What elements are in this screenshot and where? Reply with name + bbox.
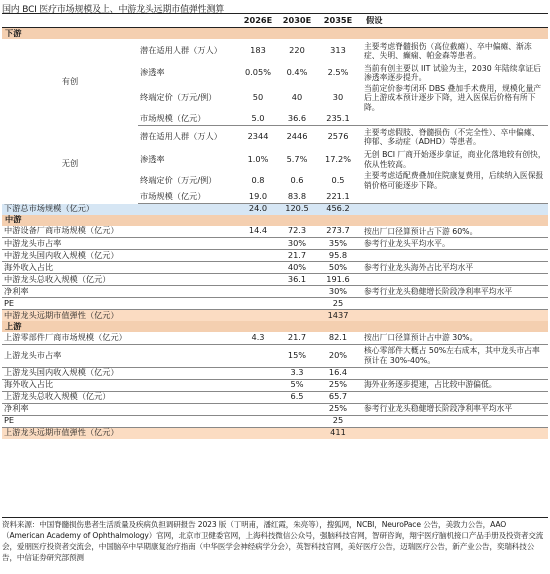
value-2026: [238, 238, 278, 250]
assumption-note: 主要考虑适配费叠加住院康复费用，后续纳入医保报销价格可能逐步下降。: [364, 171, 544, 190]
row-name: 市场规模（亿元）: [138, 113, 238, 125]
section-upstream: [2, 321, 548, 332]
row-name: 渗透率: [140, 153, 165, 164]
row-name: 上游龙头国内收入规模（亿元）: [2, 367, 238, 379]
value-2026: [238, 391, 278, 403]
table-row: [2, 391, 548, 403]
value-2026: 19.0: [238, 191, 278, 203]
total-name: 下游总市场规模（亿元）: [2, 203, 238, 215]
value-2026: [238, 298, 278, 310]
assumption-note: [360, 191, 548, 203]
value-2030: 21.7: [278, 332, 316, 344]
header-assumption: 假设: [360, 14, 548, 28]
row-name: PE: [2, 298, 238, 310]
value-2030: [278, 415, 316, 427]
table-row: [2, 286, 548, 298]
assumption-note: 海外业务逐步提速，占比较中游偏低。: [360, 379, 548, 391]
assumption-note: 参考行业龙头海外占比平均水平: [360, 262, 548, 274]
value-2035: 50%: [316, 262, 360, 274]
assumption-note: 核心零部件大概占 50%左右成本，其中龙头市占率预计在 30%-40%。: [360, 344, 548, 367]
value-2030: 15%: [278, 344, 316, 367]
value-2030: 83.8: [278, 191, 316, 203]
header-blank-1: [2, 14, 138, 28]
value-2026: 4.3: [238, 332, 278, 344]
table-row: [2, 238, 548, 250]
table-row: [2, 226, 548, 238]
value-2035: 25: [316, 415, 360, 427]
value-2035: 35%: [316, 238, 360, 250]
downstream-total-row: [2, 203, 548, 215]
assumption-note: 按出厂口径算预计占下游 60%。: [360, 226, 548, 238]
row-name: 终端定价（万元/例）: [140, 92, 217, 103]
value-2030: 21.7: [278, 250, 316, 262]
value-2030: 36.6: [278, 113, 316, 125]
table-row: [2, 39, 548, 63]
assumption-note: 主要考虑假肢、脊髓损伤（不完全性）、卒中偏瘫、抑郁、多动症（ADHD）等患者。: [364, 128, 540, 147]
table-row: [2, 274, 548, 286]
value-2035: 0.5: [331, 174, 345, 185]
value-2035: 82.1: [316, 332, 360, 344]
value-2026: 50: [252, 92, 264, 103]
value-2035: 30: [332, 92, 344, 103]
value-2026: 14.4: [238, 226, 278, 238]
value-2035: 95.8: [316, 250, 360, 262]
group-noninvasive: 无创: [61, 158, 79, 169]
total-2030: [278, 310, 316, 322]
row-name: 海外收入占比: [2, 262, 238, 274]
assumption-note: [360, 391, 548, 403]
table-row: [2, 298, 548, 310]
value-2030: 3.3: [278, 367, 316, 379]
header-2026: 2026E: [238, 14, 278, 28]
valuation-table: [2, 13, 548, 439]
table-row: [2, 332, 548, 344]
value-2035: 235.1: [316, 113, 360, 125]
source-note: 资料来源：中国脊髓损伤患者生活质量及疾病负担调研报告 2023 版（丁明甫，潘红霞，朱亮等），搜狐网，NCBI，NeuroPace 公告，美敦力公告，AAO（American Academy of Ophthalmology）官网，北京市卫健委官网，上海科技微信公众号，强脑科技官网，智研咨询，翔宇医疗脑机接口产品手册及投资者交流会，爱朋医疗投资者交流会，中国脑卒中早期康复治疗指南（中华医学会神经病学分会），英智科技官网，美好医疗公告，迈瑞医疗公告，新产业公告，奕瑞科技公告，中信证券研究部预测: [2, 517, 548, 563]
value-2030: 5.7%: [286, 153, 308, 164]
value-2030: [278, 286, 316, 298]
value-2035: 25%: [316, 403, 360, 415]
value-2035: 20%: [316, 344, 360, 367]
value-2030: 40%: [278, 262, 316, 274]
row-name: 中游龙头市占率: [2, 238, 238, 250]
value-2035: 191.6: [316, 274, 360, 286]
assumption-note: 无创 BCI 厂商开始逐步拿证，商业化落地较有创快，依从性较高。: [364, 150, 546, 169]
table-row: [2, 125, 548, 149]
value-2026: [238, 274, 278, 286]
value-2030: 220: [289, 45, 305, 56]
value-2035: 17.2%: [324, 153, 351, 164]
value-2030: 5%: [278, 379, 316, 391]
value-2026: 5.0: [238, 113, 278, 125]
header-blank-2: [138, 14, 238, 28]
table-row: [2, 262, 548, 274]
table-row: [2, 403, 548, 415]
row-name: 潜在适用人群（万人）: [140, 131, 222, 142]
value-2030: 0.6: [290, 174, 304, 185]
section-downstream: [2, 28, 548, 40]
value-2026: 1.0%: [247, 153, 269, 164]
value-2035: 25%: [316, 379, 360, 391]
section-downstream-label: 下游: [2, 28, 548, 40]
total-2026: [238, 427, 278, 439]
value-2035: 25: [316, 298, 360, 310]
assumption-note: [360, 415, 548, 427]
total-note: [360, 310, 548, 322]
value-2030: 6.5: [278, 391, 316, 403]
group-invasive: 有创: [61, 76, 79, 87]
assumption-note: [360, 298, 548, 310]
row-name: 上游零部件厂商市场规模（亿元）: [2, 332, 238, 344]
value-2026: 0.05%: [244, 67, 271, 78]
row-name: 净利率: [2, 403, 238, 415]
assumption-note: [360, 367, 548, 379]
row-name: 潜在适用人群（万人）: [140, 45, 222, 56]
assumption-note: [360, 250, 548, 262]
row-name: 中游设备厂商市场规模（亿元）: [2, 226, 238, 238]
total-2030: [278, 427, 316, 439]
value-2026: [238, 379, 278, 391]
total-note: [360, 203, 548, 215]
value-2026: [238, 262, 278, 274]
row-name: 上游龙头市占率: [2, 344, 238, 367]
value-2035: 313: [330, 45, 346, 56]
value-2026: 183: [250, 45, 266, 56]
value-2026: [238, 403, 278, 415]
header-row: [2, 14, 548, 28]
row-name: 渗透率: [140, 67, 165, 78]
value-2026: [238, 415, 278, 427]
value-2030: 40: [291, 92, 303, 103]
value-2030: 2446: [286, 131, 308, 142]
value-2026: [238, 286, 278, 298]
section-midstream-label: 中游: [2, 215, 548, 226]
assumption-note: [360, 113, 548, 125]
value-2026: 2344: [247, 131, 269, 142]
section-midstream: [2, 215, 548, 226]
value-2030: 36.1: [278, 274, 316, 286]
value-2035: 221.1: [316, 191, 360, 203]
value-2035: 273.7: [316, 226, 360, 238]
value-2030: [278, 403, 316, 415]
value-2035: 16.4: [316, 367, 360, 379]
assumption-note: 参考行业龙头稳健增长阶段净利率平均水平: [360, 286, 548, 298]
value-2026: [238, 367, 278, 379]
row-name: 中游龙头总收入规模（亿元）: [2, 274, 238, 286]
assumption-note: 参考行业龙头稳健增长阶段净利率平均水平: [360, 403, 548, 415]
midstream-total-row: [2, 310, 548, 322]
value-2026: 0.8: [251, 174, 265, 185]
value-2030: 30%: [278, 238, 316, 250]
value-2035: 65.7: [316, 391, 360, 403]
assumption-note: 按出厂口径算预计占中游 30%。: [360, 332, 548, 344]
value-2035: 30%: [316, 286, 360, 298]
header-2030: 2030E: [278, 14, 316, 28]
section-upstream-label: 上游: [2, 321, 548, 332]
total-2035: 1437: [316, 310, 360, 322]
table-title: 国内 BCI 医疗市场规模及上、中游龙头远期市值弹性测算: [2, 5, 225, 15]
row-name: PE: [2, 415, 238, 427]
table-row: [2, 250, 548, 262]
value-2026: [238, 250, 278, 262]
total-2030: 120.5: [278, 203, 316, 215]
assumption-note: 参考行业龙头平均水平。: [360, 238, 548, 250]
table-row: [2, 367, 548, 379]
value-2026: [238, 344, 278, 367]
value-2030: 72.3: [278, 226, 316, 238]
row-name: 终端定价（万元/例）: [140, 174, 217, 185]
assumption-note: 当前有创主要以 IIT 试验为主，2030 年陆续拿证后渗透率逐步提升。: [364, 63, 541, 82]
row-name: 海外收入占比: [2, 379, 238, 391]
total-name: 中游龙头远期市值弹性（亿元）: [2, 310, 238, 322]
total-name: 上游龙头远期市值弹性（亿元）: [2, 427, 238, 439]
row-name: 市场规模（亿元）: [138, 191, 238, 203]
value-2030: [278, 298, 316, 310]
table-row: [2, 344, 548, 367]
assumption-note: [360, 274, 548, 286]
table-row: [2, 379, 548, 391]
header-2035: 2035E: [316, 14, 360, 28]
value-2035: 2576: [327, 131, 349, 142]
total-2026: 24.0: [238, 203, 278, 215]
total-2026: [238, 310, 278, 322]
table-row: [2, 415, 548, 427]
assumption-note: 主要考虑脊髓损伤（高位截瘫）、卒中偏瘫、渐冻症、失明、癫痫、帕金森等患者。: [364, 41, 532, 60]
assumption-note: 当前定价参考闭环 DBS 叠加手术费用，规模化量产后上游成本预计逐步下降，进入医保后价格有所下降。: [364, 84, 542, 112]
total-2035: 456.2: [316, 203, 360, 215]
row-name: 净利率: [2, 286, 238, 298]
row-name: 中游龙头国内收入规模（亿元）: [2, 250, 238, 262]
total-note: [360, 427, 548, 439]
value-2035: 2.5%: [327, 67, 349, 78]
value-2030: 0.4%: [286, 67, 308, 78]
row-name: 上游龙头总收入规模（亿元）: [2, 391, 238, 403]
total-2035: 411: [316, 427, 360, 439]
upstream-total-row: [2, 427, 548, 439]
